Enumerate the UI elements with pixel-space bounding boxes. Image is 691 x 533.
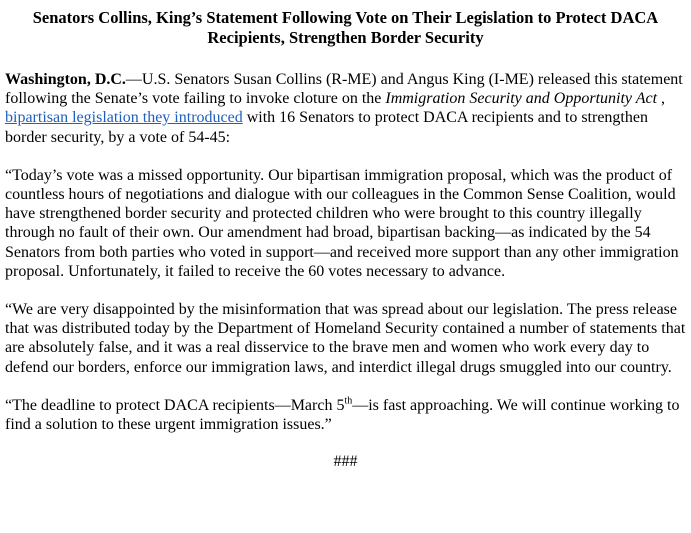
quote-3-text-b: —is fast approaching. We will continue working to find a solution to these urgent immigration issues.” — [5, 396, 680, 434]
intro-text-b: , — [657, 90, 666, 108]
paragraph-quote-2: “We are very disappointed by the misinformation that was spread about our legislation. The press release that was distributed today by the Department of Homeland Security contained a number of statements that are absolutely false, and it was a real disservice to the brave men and women who work every day to defend our borders, enforce our immigration laws, and interdict illegal drugs smuggled into our country. — [5, 301, 686, 376]
end-mark: ### — [333, 453, 358, 471]
paragraph-intro — [5, 70, 686, 147]
act-name: Immigration Security and Opportunity Act — [385, 90, 658, 108]
legislation-link[interactable]: bipartisan legislation they introduced — [5, 109, 243, 127]
page-title: Senators Collins, King’s Statement Following Vote on Their Legislation to Protect DACA Recipients, Strengthen Border Security — [32, 8, 659, 47]
ordinal-suffix: th — [344, 395, 353, 407]
intro-text-c: with 16 Senators to protect DACA recipients and to strengthen border security, by a vote of 54-45: — [5, 109, 648, 146]
paragraph-quote-3 — [5, 396, 686, 434]
dateline: Washington, D.C. — [5, 71, 126, 88]
paragraph-quote-1: “Today’s vote was a missed opportunity. Our bipartisan immigration proposal, which was the product of countless hours of negotiations and dialogue with our colleagues in the Common Sense Coalition, would have strengthened border security and protected children who were brought to this country illegally through no fault of their own. Our amendment had broad, bipartisan backing—as indicated by the 54 Senators from both parties who voted in support—and received more support than any other immigration proposal. Unfortunately, it failed to receive the 60 votes necessary to advance. — [5, 166, 679, 280]
intro-text-a: —U.S. Senators Susan Collins (R-ME) and Angus King (I-ME) released this statement following the Senate’s vote failing to invoke cloture on the — [5, 71, 683, 108]
quote-3-text-a: “The deadline to protect DACA recipients—March 5 — [5, 396, 345, 414]
